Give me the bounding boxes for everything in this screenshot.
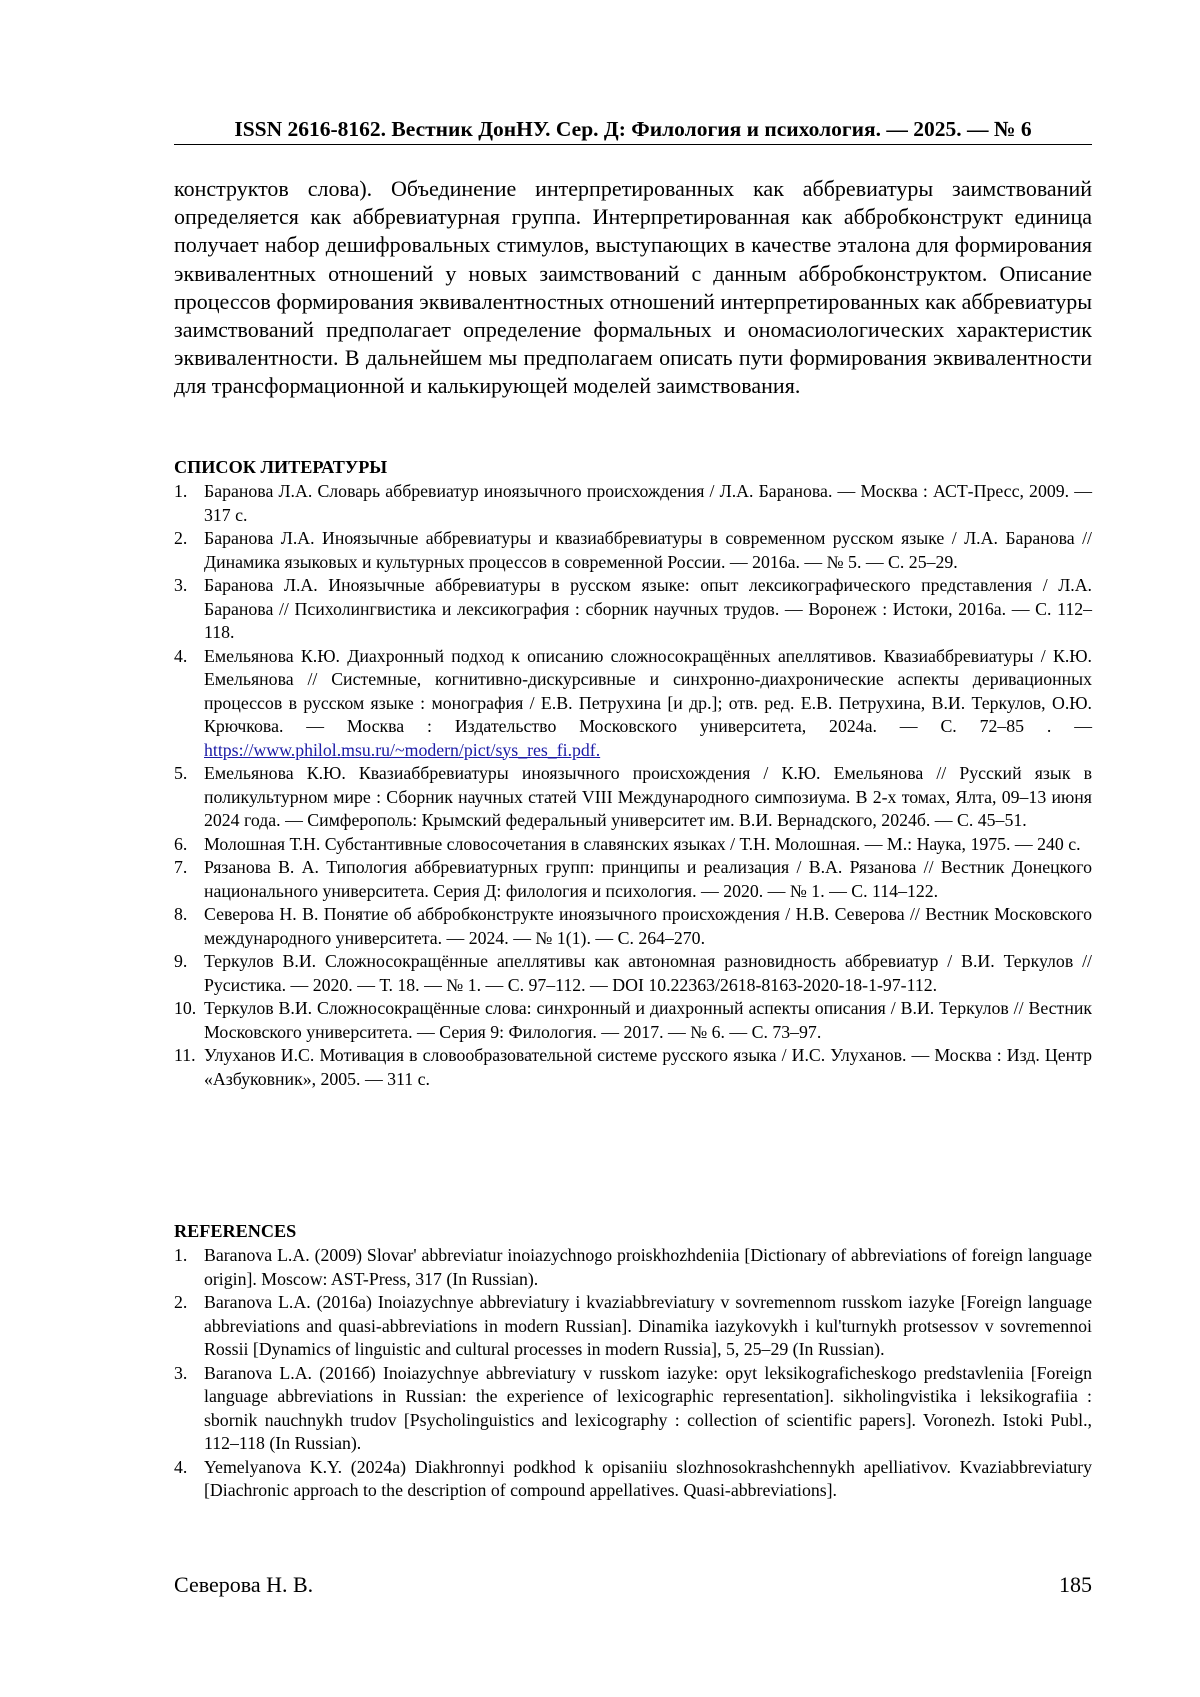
reference-number: 6. (174, 833, 188, 854)
reference-item (174, 1244, 1092, 1291)
reference-number: 5. (174, 763, 188, 783)
reference-text: Yemelyanova K.Y. (2024a) Diakhronnyi podkhod k opisaniiu slozhnosokrashchennykh apelliativov. Kvaziabbreviatury [Diachronic approach to the description of compound appellatives. Quasi-abbreviations]. (204, 1456, 1092, 1500)
reference-text: Северова Н. В. Понятие об аббробконструкте иноязычного происхождения / Н.В. Северова // Вестник Московского международного университета. — 2024. — № 1(1). — С. 264–270. (204, 904, 1092, 948)
reference-text: Baranova L.A. (2016б) Inoiazychnye abbreviatury v russkom iazyke: opyt leksikograficheskogo predstavleniia [Foreign language abbreviations in Russian: the experience of lexicographic representation]. sikholingvistika i leksikografiia : sbornik nauchnykh trudov [Psycholinguistics and lexicography : collection of scientific papers]. Voronezh. Istoki Publ., 112–118 (In Russian). (204, 1362, 1092, 1453)
reference-text: Баранова Л.А. Иноязычные аббревиатуры и квазиаббревиатуры в современном русском языке / Л.А. Баранова // Динамика языковых и культурных процессов в современной России. — 2016а. — № 5. — С. 25–29. (204, 528, 1092, 572)
reference-item (174, 762, 1092, 833)
reference-item (174, 480, 1092, 527)
reference-number: 4. (174, 1456, 188, 1477)
reference-item (174, 1456, 1092, 1503)
references-en-list (174, 1244, 1092, 1503)
reference-text: Баранова Л.А. Иноязычные аббревиатуры в русском языке: опыт лексикографического представления / Л.А. Баранова // Психолингвистика и лексикография : сборник научных трудов. — Воронеж : Истоки, 2016а. — С. 112–118. (204, 575, 1092, 642)
reference-text: Теркулов В.И. Сложносокращённые слова: синхронный и диахронный аспекты описания / В.И. Теркулов // Вестник Московского университета. — Серия 9: Филология. — 2017. — № 6. — С. 73–97. (204, 998, 1092, 1042)
reference-text: Баранова Л.А. Словарь аббревиатур иноязычного происхождения / Л.А. Баранова. — Москва : АСТ-Пресс, 2009. — 317 с. (204, 481, 1092, 525)
reference-item (174, 574, 1092, 645)
reference-number: 8. (174, 904, 188, 924)
reference-item (174, 997, 1092, 1044)
body-paragraph: конструктов слова). Объединение интерпретированных как аббревиатуры заимствований определяется как аббревиатурная группа. Интерпретированная как аббробконструкт единица получает набор дешифровальных стимулов, выступающих в качестве эталона для формирования эквивалентных отношений у новых заимствований с данным аббробконструктом. Описание процессов формирования эквивалентностных отношений интерпретированных как аббревиатуры заимствований предполагает определение формальных и ономасиологических характеристик эквивалентности. В дальнейшем мы предполагаем описать пути формирования эквивалентности для трансформационной и калькирующей моделей заимствования. (174, 176, 1092, 399)
reference-number: 9. (174, 951, 188, 971)
reference-text: Емельянова К.Ю. Квазиаббревиатуры иноязычного происхождения / К.Ю. Емельянова // Русский язык в поликультурном мире : Сборник научных статей VIII Международного симпозиума. В 2-х томах, Ялта, 09–13 июня 2024 года. — Симферополь: Крымский федеральный университет им. В.И. Вернадского, 2024б. — С. 45–51. (204, 763, 1092, 830)
reference-number: 1. (174, 481, 188, 501)
reference-item (174, 903, 1092, 950)
references-ru-section (174, 456, 1092, 1091)
reference-text: Baranova L.A. (2009) Slovar' abbreviatur inoiazychnogo proiskhozhdeniia [Dictionary of abbreviations of foreign language origin]. Moscow: AST-Press, 317 (In Russian). (204, 1245, 1092, 1289)
reference-item (174, 950, 1092, 997)
references-en-section (174, 1220, 1092, 1503)
reference-number: 10. (174, 998, 197, 1018)
references-en-title: REFERENCES (174, 1221, 297, 1241)
reference-item (174, 1291, 1092, 1362)
references-ru-list (174, 480, 1092, 1091)
reference-number: 11. (174, 1045, 196, 1065)
reference-text: Улуханов И.С. Мотивация в словообразовательной системе русского языка / И.С. Улуханов. — Москва : Изд. Центр «Азбуковник», 2005. — 311 с. (204, 1045, 1092, 1089)
reference-text: Рязанова В. А. Типология аббревиатурных групп: принципы и реализация / В.А. Рязанова // Вестник Донецкого национального университета. Серия Д: филология и психология. — 2020. — № 1. — С. 114–122. (204, 857, 1092, 901)
reference-number: 2. (174, 1292, 188, 1312)
reference-item (174, 527, 1092, 574)
reference-text: Молошная Т.Н. Субстантивные словосочетания в славянских языках / Т.Н. Молошная. — М.: Наука, 1975. — 240 с. (204, 833, 1081, 854)
reference-item (174, 1044, 1092, 1091)
reference-item (174, 833, 1092, 857)
reference-number: 3. (174, 575, 188, 595)
reference-link[interactable]: https://www.philol.msu.ru/~modern/pict/sys_res_fi.pdf. (204, 739, 601, 760)
reference-number: 1. (174, 1245, 188, 1265)
reference-number: 3. (174, 1362, 188, 1383)
reference-text: Baranova L.A. (2016a) Inoiazychnye abbreviatury i kvaziabbreviatury v sovremennom russkom iazyke [Foreign language abbreviations and quasi-abbreviations in modern Russian]. Dinamika iazykovykh i kul'turnykh protsessov v sovremennoi Rossii [Dynamics of linguistic and cultural processes in modern Russia], 5, 25–29 (In Russian). (204, 1292, 1092, 1359)
references-ru-title: СПИСОК ЛИТЕРАТУРЫ (174, 457, 388, 477)
footer-author: Северова Н. В. (174, 1572, 314, 1597)
running-header: ISSN 2616-8162. Вестник ДонНУ. Сер. Д: Филология и психология. — 2025. — № 6 (174, 116, 1092, 145)
reference-number: 4. (174, 645, 188, 666)
reference-item (174, 1362, 1092, 1456)
reference-item (174, 645, 1092, 763)
reference-text: Теркулов В.И. Сложносокращённые апеллятивы как автономная разновидность аббревиатур / В.И. Теркулов // Русистика. — 2020. — Т. 18. — № 1. — С. 97–112. — DOI 10.22363/2618-8163-2020-18-1-97-112. (204, 951, 1092, 995)
reference-item (174, 856, 1092, 903)
reference-text: Емельянова К.Ю. Диахронный подход к описанию сложносокращённых апеллятивов. Квазиаббревиатуры / К.Ю. Емельянова // Системные, когнитивно-дискурсивные и синхронно-диахронические аспекты деривационных процессов в русском языке : монография / Е.В. Петрухина [и др.]; отв. ред. Е.В. Петрухина, В.И. Теркулов, О.Ю. Крючкова. — Москва : Издательство Московского университета, 2024а. — С. 72–85 . — (204, 645, 1092, 736)
page-number: 185 (1059, 1572, 1092, 1597)
reference-number: 2. (174, 528, 188, 548)
reference-number: 7. (174, 857, 188, 877)
